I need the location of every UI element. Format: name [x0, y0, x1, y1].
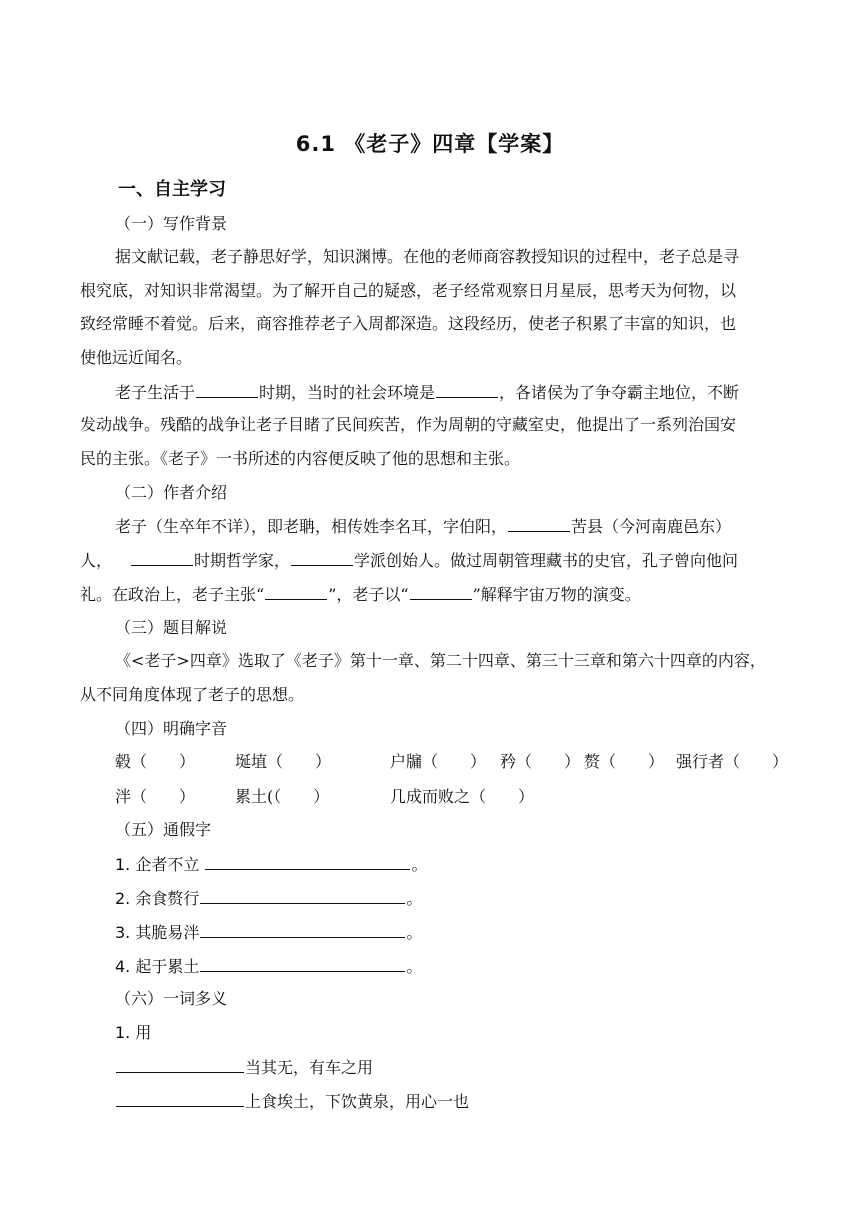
author-paragraph-line [80, 583, 641, 606]
life-text-c: ，各诸侯为了争夺霸主地位，不断 [499, 383, 740, 402]
author-paragraph-line [80, 549, 738, 572]
background-paragraph-line: 据文献记载，老子静思好学，知识渊博。在他的老师商容教授知识的过程中，老子总是寻 [115, 247, 740, 266]
subheading-polysemy: （六）一词多义 [115, 989, 228, 1008]
polysemy-word-text: 用 [135, 1023, 152, 1042]
polysemy-item [115, 1090, 469, 1113]
subheading-background: （一）写作背景 [115, 214, 228, 233]
author-text-d: 时期哲学家， [194, 551, 291, 570]
life-paragraph-line: 发动战争。残酷的战争让老子目睹了民间疾苦，作为周朝的守藏室史，他提出了一系列治国安 [80, 415, 737, 434]
life-text-b: 时期，当时的社会环境是 [259, 383, 436, 402]
life-paragraph-line: 民的主张。《老子》一书所述的内容便反映了他的思想和主张。 [80, 449, 521, 468]
period: 。 [411, 855, 428, 874]
pronunciation-item: 赘（ ） [584, 752, 665, 771]
tongjia-text: 起于累土 [135, 957, 200, 976]
author-text-e: 学派创始人。做过周朝管理藏书的史官，孔子曾向他问 [354, 551, 739, 570]
author-paragraph-line [115, 515, 731, 538]
tongjia-number: 3. [115, 923, 131, 942]
pronunciation-item: 累土(（ ） [235, 787, 330, 806]
subheading-author: （二）作者介绍 [115, 483, 228, 502]
fill-blank[interactable] [196, 381, 258, 398]
subheading-pronunciation: （四）明确字音 [115, 719, 228, 738]
pronunciation-item: 强行者（ ） [676, 752, 789, 771]
tongjia-number: 1. [115, 855, 131, 874]
topic-paragraph-line: 《<老子>四章》选取了《老子》第十一章、第二十四章、第三十三章和第六十四章的内容， [115, 651, 766, 670]
pronunciation-item: 几成而败之（ ） [390, 787, 535, 806]
subheading-tongjia: （五）通假字 [115, 820, 212, 839]
tongjia-item [115, 887, 422, 910]
pronunciation-item: 泮（ ） [115, 787, 196, 806]
period: 。 [406, 957, 423, 976]
section-heading-self-study: 一、自主学习 [118, 179, 226, 200]
polysemy-number: 1. [115, 1023, 131, 1042]
author-text-h: ”解释宇宙万物的演变。 [472, 585, 641, 604]
pronunciation-item: 毂（ ） [115, 752, 196, 771]
page-title: 6.1 《老子》四章【学案】 [295, 132, 565, 156]
fill-blank[interactable] [410, 583, 472, 600]
author-text-c: 人， [80, 551, 113, 570]
polysemy-item [115, 1056, 373, 1079]
fill-blank[interactable] [131, 549, 193, 566]
author-text-g: ”，老子以“ [328, 585, 409, 604]
answer-blank[interactable] [200, 887, 405, 904]
tongjia-item [115, 853, 427, 876]
tongjia-number: 2. [115, 889, 131, 908]
topic-paragraph-line: 从不同角度体现了老子的思想。 [80, 685, 305, 704]
life-paragraph-line [115, 381, 739, 404]
author-text-f: 礼。在政治上，老子主张“ [80, 585, 265, 604]
author-text-a: 老子（生卒年不详），即老聃，相传姓李名耳，字伯阳， [115, 517, 508, 536]
tongjia-item [115, 955, 422, 978]
tongjia-item [115, 921, 422, 944]
author-text-b: 苦县（今河南鹿邑东） [571, 517, 732, 536]
pronunciation-item: 埏埴（ ） [235, 752, 332, 771]
polysemy-sentence: 上食埃土，下饮黄泉，用心一也 [245, 1092, 470, 1111]
period: 。 [406, 889, 423, 908]
tongjia-number: 4. [115, 957, 131, 976]
answer-blank[interactable] [200, 955, 405, 972]
background-paragraph-line: 使他远近闻名。 [80, 348, 193, 367]
polysemy-word [115, 1022, 151, 1044]
polysemy-sentence: 当其无，有车之用 [245, 1058, 374, 1077]
tongjia-text: 企者不立 [135, 855, 200, 874]
period: 。 [406, 923, 423, 942]
fill-blank[interactable] [291, 549, 353, 566]
answer-blank[interactable] [200, 921, 405, 938]
fill-blank[interactable] [508, 515, 570, 532]
fill-blank[interactable] [436, 381, 498, 398]
answer-blank[interactable] [116, 1056, 244, 1073]
fill-blank[interactable] [265, 583, 327, 600]
pronunciation-item: 户牖（ ） [390, 752, 487, 771]
pronunciation-item: 矜（ ） [500, 752, 581, 771]
tongjia-text: 余食赘行 [135, 889, 200, 908]
background-paragraph-line: 根究底，对知识非常渴望。为了解开自己的疑惑，老子经常观察日月星辰，思考天为何物，以 [80, 281, 737, 300]
tongjia-text: 其脆易泮 [135, 923, 200, 942]
subheading-topic: （三）题目解说 [115, 618, 228, 637]
background-paragraph-line: 致经常睡不着觉。后来，商容推荐老子入周都深造。这段经历，使老子积累了丰富的知识，也 [80, 314, 737, 333]
answer-blank[interactable] [205, 853, 410, 870]
life-text-a: 老子生活于 [115, 383, 196, 402]
answer-blank[interactable] [116, 1090, 244, 1107]
